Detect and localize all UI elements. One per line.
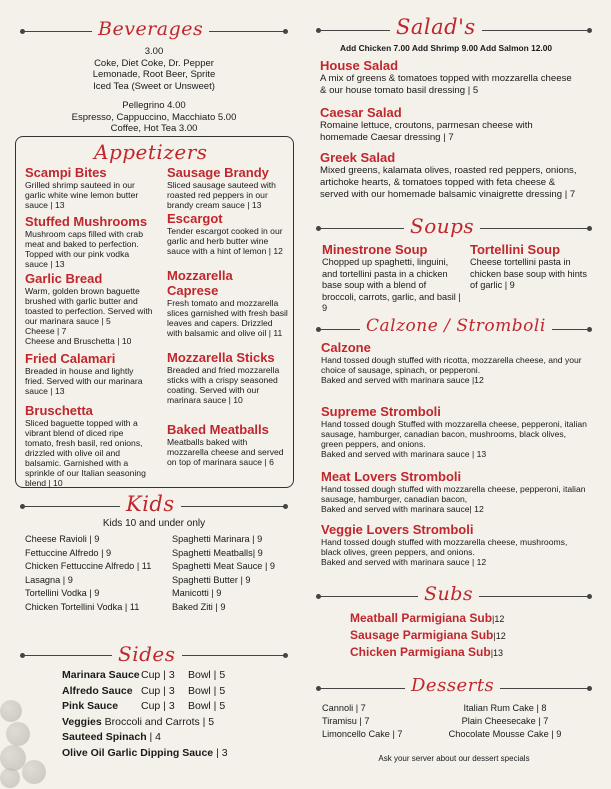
menu-item (167, 350, 289, 422)
desserts-left (322, 702, 432, 741)
item-name: Mozzarella Caprese (167, 268, 233, 298)
item-name: House Salad (320, 58, 399, 73)
side-bowl: Bowl | 5 (188, 684, 226, 697)
menu-item (320, 150, 578, 201)
item-name: Supreme Stromboli (321, 404, 441, 419)
item-desc: Grilled shrimp sauteed in our garlic white wine lemon butter sauce | 13 (25, 180, 139, 210)
desserts-note: Ask your server about our dessert specials (378, 754, 530, 763)
list-item: Cannoli | 7 (322, 703, 366, 713)
sub-name: Meatball Parmigiana Sub (350, 611, 493, 625)
salads-list (320, 58, 578, 201)
item-name: Stuffed Mushrooms (25, 214, 148, 229)
list-item (62, 699, 292, 715)
item-name: Fried Calamari (25, 351, 116, 366)
list-item: Plain Cheesecake | 7 (461, 716, 549, 726)
menu-item (321, 469, 589, 522)
sub-price: |12 (492, 614, 505, 624)
item-desc: Mixed greens, kalamata olives, roasted red peppers, onions, artichoke hearts, & tomatoes topped with feta cheese & served with our homemade balsamic vinaigrette dressing | 7 (320, 165, 577, 200)
list-item: Tortellini Vodka | 9 (25, 588, 100, 598)
beverages-line: Pellegrino 4.00 (122, 100, 186, 111)
item-extra: Cheese | 7 (25, 326, 67, 336)
item-name: Sausage Brandy (167, 165, 269, 180)
side-cup: Cup | 3 (141, 684, 175, 697)
list-item: Spaghetti Meatballs| 9 (172, 547, 263, 558)
subs-list (350, 610, 590, 661)
item-name: Caesar Salad (320, 105, 402, 120)
item-desc: Meatballs baked with mozzarella cheese and served on top of marinara sauce | 6 (167, 437, 284, 467)
soup-tortellini (470, 242, 596, 292)
side-name: Marinara Sauce (62, 669, 140, 681)
item-desc: Sliced baguette topped with a vibrant blend of diced ripe tomato, fresh basil, red onions, drizzled with olive oil and balsamic. Garnished with a sprinkle of our Italian seasoning blend | 10 (25, 418, 146, 488)
kids-title: Kids (120, 492, 181, 516)
menu-item (25, 271, 153, 351)
list-item: Cheese Ravioli | 9 (25, 534, 100, 544)
item-desc: Baked and served with marinara sauce | 13 (321, 449, 487, 459)
item-name: Mozzarella Sticks (167, 350, 275, 365)
menu-item (167, 422, 289, 467)
appetizers-left (25, 165, 153, 488)
side-desc: | 4 (149, 731, 162, 743)
side-bowl: Bowl | 5 (188, 669, 226, 681)
item-desc: Hand tossed dough stuffed with mozzarella cheese, pepperoni, italian sausage, hamburger, canadian bacon, (321, 484, 586, 504)
list-item: Baked Ziti | 9 (172, 601, 226, 612)
list-item: Tiramisu | 7 (322, 716, 370, 726)
side-cup: Cup | 3 (141, 700, 175, 712)
item-desc: A mix of greens & tomatoes topped with mozzarella cheese & our house tomato basil dressing | 5 (320, 73, 572, 96)
side-cup: Cup | 3 (141, 669, 175, 681)
menu-item (167, 165, 289, 211)
desserts-right (430, 702, 580, 741)
beverages-line: Coffee, Hot Tea 3.00 (110, 123, 198, 134)
side-name: Veggies (62, 715, 102, 728)
item-name: Garlic Bread (25, 271, 103, 286)
item-desc: Baked and served with marinara sauce |12 (321, 375, 484, 385)
side-name: Pink Sauce (62, 700, 119, 712)
item-extra: Cheese and Bruschetta | 10 (25, 336, 132, 346)
list-item: Manicotti | 9 (172, 588, 222, 598)
item-name: Scampi Bites (25, 165, 107, 180)
item-desc: Hand tossed dough stuffed with mozzarella cheese, mushrooms, black olives, green peppers, and onions. (321, 537, 568, 557)
menu-item (321, 340, 589, 404)
list-item: Spaghetti Marinara | 9 (172, 534, 263, 544)
menu-item (320, 58, 578, 105)
sub-price: |12 (493, 631, 506, 641)
list-item: Italian Rum Cake | 8 (463, 703, 547, 713)
menu-item (25, 403, 153, 488)
item-desc: Romaine lettuce, croutons, parmesan cheese with homemade Caesar dressing | 7 (320, 120, 533, 143)
list-item: Spaghetti Butter | 9 (172, 574, 251, 585)
beverages-line: Iced Tea (Sweet or Unsweet) (93, 80, 215, 92)
item-name: Greek Salad (320, 150, 396, 165)
item-name: Meat Lovers Stromboli (321, 469, 462, 484)
sides-title: Sides (112, 642, 182, 666)
item-desc: Hand tossed dough Stuffed with mozzarella cheese, pepperoni, italian sausage, hamburger, canadian bacon, mushrooms, black olives, green peppers, and onions. (321, 419, 587, 449)
salads-title: Salad's (390, 15, 482, 39)
appetizers-title: Appetizers (88, 140, 214, 164)
item-desc: Cheese tortellini pasta in chicken base soup with hints of garlic | 9 (470, 257, 587, 290)
list-item: Chicken Fettuccine Alfredo | 11 (25, 561, 152, 571)
menu-item (321, 522, 589, 567)
item-desc: Tender escargot cooked in our garlic and herb butter wine sauce with a hint of lemon | 12 (167, 226, 283, 256)
list-item (62, 715, 292, 731)
list-item (350, 627, 590, 644)
calzone-title: Calzone / Stromboli (360, 316, 552, 336)
sub-name: Chicken Parmigiana Sub (350, 645, 491, 659)
list-item: Fettuccine Alfredo | 9 (25, 547, 112, 558)
list-item: Chocolate Mousse Cake | 9 (448, 729, 562, 739)
list-item (350, 644, 590, 661)
menu-item (25, 351, 153, 403)
soups-title: Soups (404, 214, 480, 238)
list-item (62, 730, 292, 746)
list-item: Limoncello Cake | 7 (322, 729, 403, 739)
desserts-title: Desserts (405, 675, 500, 696)
item-name: Escargot (167, 211, 223, 226)
side-bowl: Bowl | 5 (188, 700, 226, 712)
sub-name: Sausage Parmigiana Sub (350, 628, 494, 642)
menu-item (167, 211, 289, 268)
list-item (350, 610, 590, 627)
sub-price: |13 (490, 648, 504, 658)
beverages-line: Coke, Diet Coke, Dr. Pepper (94, 57, 214, 69)
side-name: Alfredo Sauce (62, 684, 133, 697)
kids-right (172, 533, 287, 614)
side-desc: Broccoli and Carrots | 5 (104, 715, 215, 728)
list-item (62, 684, 292, 700)
side-name: Sauteed Spinach (62, 731, 147, 743)
item-desc: Breaded in house and lightly fried. Served with our marinara sauce | 13 (25, 366, 143, 396)
item-desc: Hand tossed dough stuffed with ricotta, mozzarella cheese, and your choice of sausage, spinach, or pepperoni. (321, 355, 582, 375)
item-name: Baked Meatballs (167, 422, 269, 437)
beverages-line: Espresso, Cappuccino, Macchiato 5.00 (71, 111, 237, 123)
item-desc: Baked and served with marinara sauce | 12 (321, 557, 487, 567)
beverages-price: 3.00 (144, 46, 164, 57)
salads-addons: Add Chicken 7.00 Add Shrimp 9.00 Add Salmon 12.00 (340, 43, 553, 53)
list-item: Spaghetti Meat Sauce | 9 (172, 561, 276, 571)
soup-minestrone (322, 242, 462, 315)
subs-title: Subs (418, 583, 479, 605)
beverages-line: Lemonade, Root Beer, Sprite (92, 69, 216, 80)
menu-item (25, 165, 153, 214)
side-name: Olive Oil Garlic Dipping Sauce (62, 746, 214, 759)
list-item (62, 668, 292, 684)
item-desc: Baked and served with marinara sauce| 12 (321, 504, 484, 514)
list-item (62, 746, 292, 762)
beverages-title: Beverages (92, 18, 209, 40)
item-desc: Sliced sausage sauteed with roasted red peppers in our brandy cream sauce | 13 (167, 180, 276, 210)
menu-item (167, 268, 289, 350)
calzone-list (321, 340, 589, 567)
kids-left (25, 533, 165, 614)
side-desc: | 3 (216, 746, 228, 759)
item-name: Veggie Lovers Stromboli (321, 522, 474, 537)
menu-item (320, 105, 578, 150)
sides-list (62, 668, 292, 761)
menu-item (25, 214, 153, 271)
kids-subtitle: Kids 10 and under only (102, 518, 206, 529)
item-name: Minestrone Soup (322, 242, 428, 257)
item-desc: Mushroom caps filled with crab meat and baked to perfection. Topped with our pink vodka sauce | 13 (25, 229, 143, 269)
item-desc: Chopped up spaghetti, linguini, and tortellini pasta in a chicken base soup with a blend of broccoli, carrots, garlic, and basil | 9 (322, 257, 461, 313)
item-desc: Breaded and fried mozzarella sticks with a crispy seasoned coating. Served with our marinara sauce | 10 (167, 365, 280, 405)
list-item: Chicken Tortellini Vodka | 11 (25, 601, 140, 612)
beverages-list (22, 46, 286, 135)
item-name: Calzone (321, 340, 371, 355)
item-desc: Fresh tomato and mozzarella slices garnished with fresh basil leaves and capers. Drizzled with balsamic and olive oil | 11 (167, 298, 288, 338)
item-name: Tortellini Soup (470, 242, 561, 257)
item-desc: Warm, golden brown baguette brushed with garlic butter and toasted to perfection. Served with our marinara sauce | 5 (25, 286, 153, 326)
menu-item (321, 404, 589, 469)
list-item: Lasagna | 9 (25, 574, 73, 585)
appetizers-right (167, 165, 289, 467)
item-name: Bruschetta (25, 403, 93, 418)
